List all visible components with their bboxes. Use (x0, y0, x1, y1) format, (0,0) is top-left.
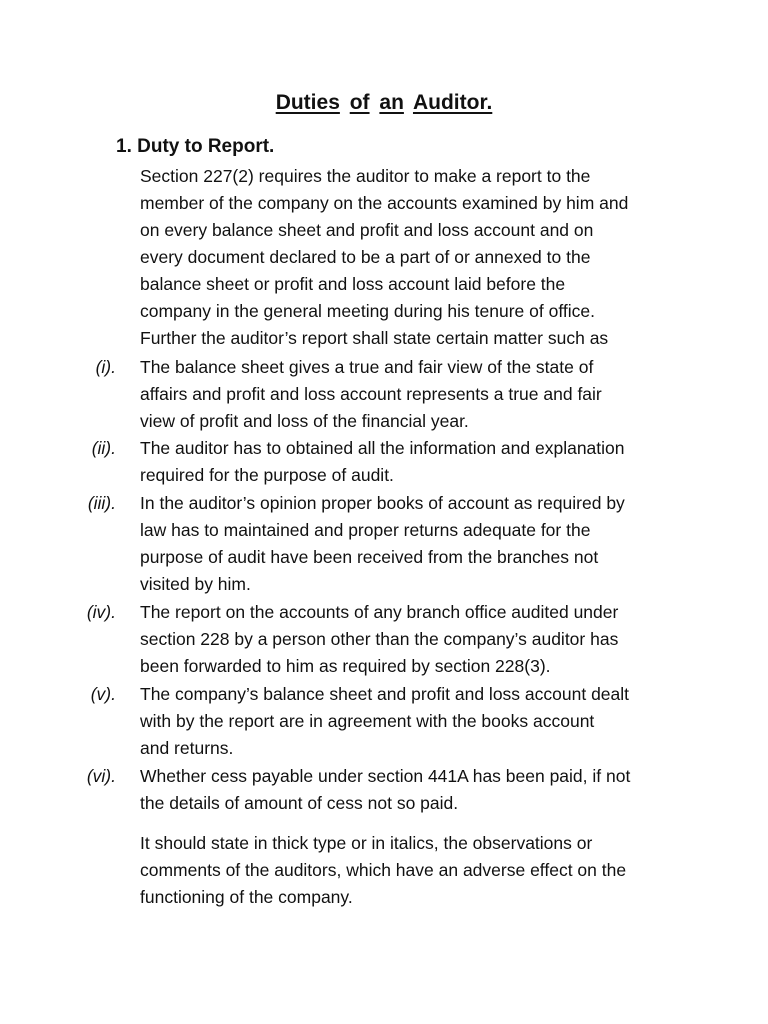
section-heading: 1. Duty to Report. (116, 136, 275, 157)
title-word: Auditor. (412, 91, 493, 114)
title-word: an (379, 91, 404, 114)
list-item-text: The auditor has to obtained all the information and explanation required for the purpose of audit. (140, 438, 625, 485)
list-item-marker: (v). (90, 684, 116, 704)
title-word: of (349, 91, 370, 114)
list-item-text: Whether cess payable under section 441A has been paid, if not the details of amount of cess not so paid. (140, 766, 631, 813)
list-item-marker: (ii). (91, 438, 116, 458)
list-item-marker: (vi). (86, 766, 116, 786)
list-item-marker: (iii). (87, 493, 116, 513)
intro-paragraph: Section 227(2) requires the auditor to make a report to the member of the company on the accounts examined by him and on every balance sheet and profit and loss account and on every document declared to be a part of or annexed to the balance sheet or profit and loss account laid before the company in the general meeting during his tenure of office. Further the auditor’s report shall state certain matter such as (140, 166, 629, 348)
closing-paragraph: It should state in thick type or in italics, the observations or comments of the auditors, which have an adverse effect on the functioning of the company. (140, 833, 627, 907)
list-item-text: The company’s balance sheet and profit and loss account dealt with by the report are in agreement with the books account and returns. (140, 684, 630, 758)
list-item-text: The balance sheet gives a true and fair view of the state of affairs and profit and loss account represents a true and fair view of profit and loss of the financial year. (140, 357, 602, 431)
list-item-marker: (i). (95, 357, 116, 377)
list-item-text: In the auditor’s opinion proper books of account as required by law has to maintained and proper returns adequate for the purpose of audit have been received from the branches not visited by him. (140, 493, 625, 594)
title-word: Duties (275, 91, 340, 114)
list-item-text: The report on the accounts of any branch office audited under section 228 by a person other than the company’s auditor has been forwarded to him as required by section 228(3). (140, 602, 619, 676)
list-item-marker: (iv). (86, 602, 116, 622)
page-title (0, 91, 768, 115)
